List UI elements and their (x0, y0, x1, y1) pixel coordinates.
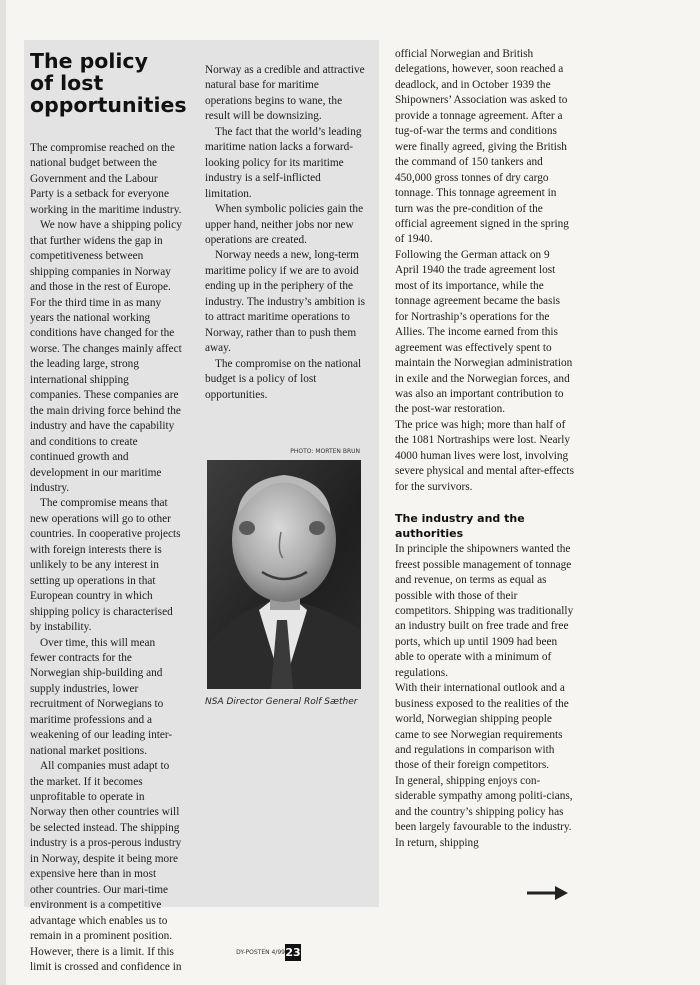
page-edge (0, 0, 6, 985)
article-column-3 (395, 47, 575, 851)
paragraph: We now have a shipping policy that further widens the gap in competitiveness between shipping companies in Norway and those in the rest of Europe. For the third time in as many years the national working conditions have changed for the worse. The changes mainly affect the leading large, strong international shipping companies. These companies are the main driving force behind the industry and have the capability and conditions to create continued growth and development in our maritime industry. (30, 219, 182, 494)
paragraph: When symbolic policies gain the upper hand, neither jobs nor new operations are created. (205, 203, 364, 246)
paragraph: The fact that the world’s leading maritime nation lacks a forward-looking policy for its maritime industry is a self-inflicted limitation. (205, 125, 362, 200)
title-line: of lost (30, 71, 104, 95)
photo-credit: PHOTO: MORTEN BRUN (290, 448, 360, 455)
paragraph: The compromise on the national budget is a policy of lost opportunities. (205, 357, 362, 401)
paragraph: All companies must adapt to the market. If it becomes unprofitable to operate in Norway then other countries will be selected instead. The shipping industry is a pros-perous industry in Norway, despite it being more expensive here than in most other countries. Our mari-time environment is a competitive advantage which enables us to remain in a prominent position. However, there is a limit. If this limit is crossed and confidence in (30, 760, 182, 974)
section-heading: The industry and the authorities (395, 512, 525, 541)
article-column-1 (30, 141, 182, 975)
paragraph: In general, shipping enjoys con-siderable sympathy among politi-cians, and the country’s shipping policy has been largely favourable to the industry. In return, shipping (395, 774, 573, 849)
paragraph: The price was high; more than half of the 1081 Nortraships were lost. Nearly 4000 human lives were lost, involving severe physical and mental after-effects for the survivors. (395, 418, 574, 493)
page-number: 23 (285, 946, 301, 959)
paragraph: official Norwegian and British delegations, however, soon reached a deadlock, and in October 1939 the Shipowners’ Association was asked to provide a tonnage agreement. After a tug-of-war the terms and conditions were finally agreed, giving the British the command of 150 tankers and 450,000 gross tonnes of dry cargo tonnage. This tonnage agreement in turn was the pre-condition of the official agreement signed in the spring of 1940. (395, 48, 569, 246)
portrait-illustration (207, 460, 361, 689)
paragraph: In principle the shipowners wanted the freest possible management of tonnage and revenue, on terms as equal as possible with those of their competitors. Shipping was traditionally an industry built on free trade and free ports, which up until 1909 had been able to operate with a minimum of regulations. (395, 543, 574, 679)
paragraph: With their international outlook and a business exposed to the realities of the world, Norwegian shipping people came to see Norwegian requirements and regulations in comparison with those of their foreign competitors. (395, 682, 569, 772)
article-title (30, 50, 200, 116)
paragraph: The compromise means that new operations will go to other countries. In cooperative projects with foreign interests there is unlikely to be any interest in setting up operations in that European country in which shipping policy is characterised by instability. (30, 497, 181, 634)
paragraph: Norway as a credible and attractive natural base for maritime operations begins to wane, the result will be downsizing. (205, 64, 365, 123)
portrait-photo (207, 460, 361, 689)
photo-caption: NSA Director General Rolf Sæther (205, 697, 358, 707)
paragraph: Over time, this will mean fewer contracts for the Norwegian ship-building and supply industries, lower recruitment of Norwegians to maritime professions and a weakening of our leading inter-national market positions. (30, 636, 173, 757)
article-column-2 (205, 63, 368, 403)
publication-name: DY-POSTEN 4/99 (236, 949, 285, 956)
paragraph: Norway needs a new, long-term maritime policy if we are to avoid ending up in the periphery of the industry. The industry’s ambition is to attract maritime operations to Norway, rather than to push them away. (205, 249, 366, 355)
title-line: opportunities (30, 93, 187, 117)
paragraph: Following the German attack on 9 April 1940 the trade agreement lost most of its importance, while the tonnage agreement became the basis for Nortraship’s operations for the Allies. The income earned from this agreement was effectively spent to maintain the Norwegian administration in exile and the Norwegian forces, and was also an important contribution to the post-war restoration. (395, 248, 573, 416)
title-line: The policy (30, 49, 148, 73)
arrow-right-icon (527, 884, 569, 907)
paragraph: The compromise reached on the national budget between the Government and the Labour Party is a setback for everyone working in the maritime industry. (30, 142, 182, 216)
